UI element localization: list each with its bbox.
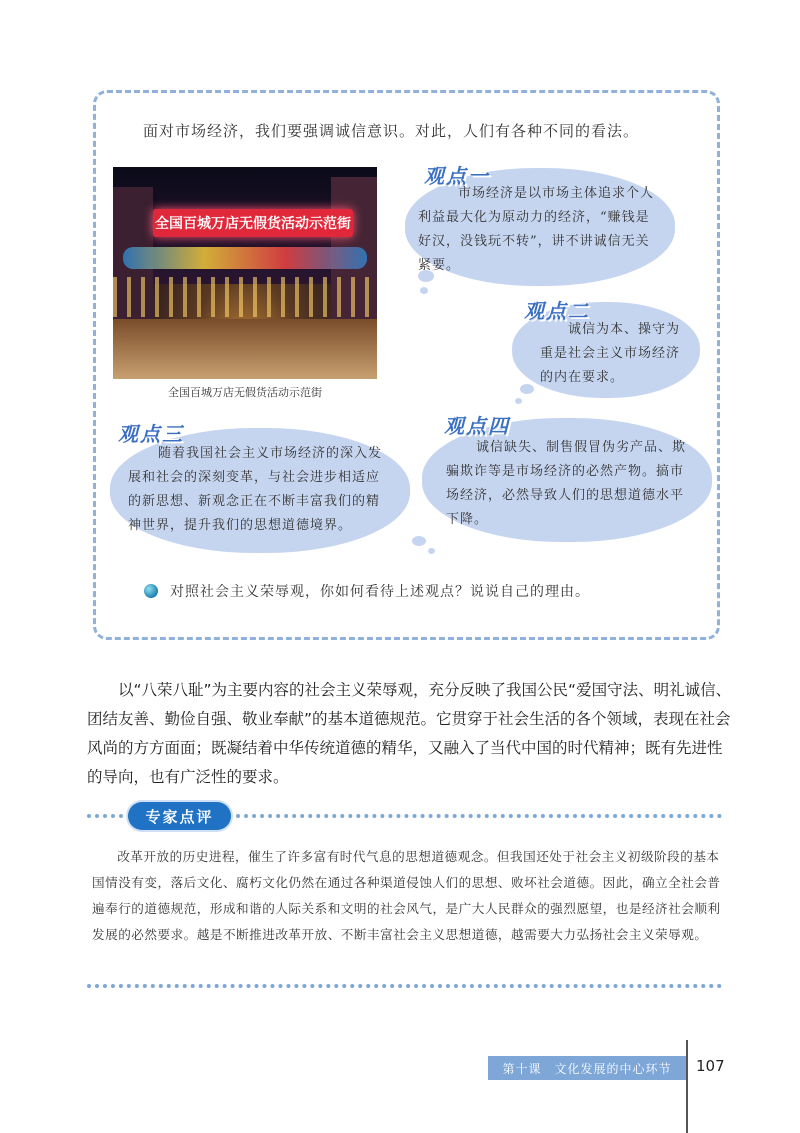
expert-comment-text: 改革开放的历史进程，催生了许多富有时代气息的思想道德观念。但我国还处于社会主义初级阶段的基本国情没有变，落后文化、腐朽文化仍然在通过各种渠道侵蚀人们的思想、败坏社会道德。因此，确立全社会普遍奉行的道德规范，形成和谐的人际关系和文明的社会风气，是广大人民群众的强烈愿望，也是经济社会顺利发展的必然要求。越是不断推进改革开放、不断丰富社会主义思想道德，越需要大力弘扬社会主义荣辱观。 [92,849,721,942]
photo-banner: 全国百城万店无假货活动示范街 [153,209,353,237]
chapter-title: 第十课 文化发展的中心环节 [488,1056,686,1080]
activity-intro: 面对市场经济，我们要强调诚信意识。对此，人们有各种不同的看法。 [143,122,640,140]
viewpoint-1-text: 市场经济是以市场主体追求个人利益最大化为原动力的经济，“赚钱是好汉，没钱玩不转”，讲不讲诚信无关紧要。 [418,186,655,273]
page-number: 107 [696,1057,725,1075]
dotted-divider-top-left [87,814,123,818]
activity-question: 对照社会主义荣辱观，你如何看待上述观点？说说自己的理由。 [170,584,590,600]
viewpoint-2-title: 观点二 [524,299,590,323]
photo-caption: 全国百城万店无假货活动示范街 [168,386,322,399]
street-photo [113,167,377,379]
footer-divider [686,1040,688,1133]
viewpoint-3-text: 随着我国社会主义市场经济的深入发展和社会的深刻变革，与社会进步相适应的新思想、新观念正在不断丰富我们的精神世界，提升我们的思想道德境界。 [128,446,383,533]
dotted-divider-bottom [87,984,722,988]
dotted-divider-top-right [236,814,722,818]
viewpoint-4-title: 观点四 [444,414,510,438]
viewpoint-1-title: 观点一 [424,164,490,188]
globe-icon [144,584,158,598]
viewpoint-3-title: 观点三 [118,422,184,446]
body-paragraph: 以“八荣八耻”为主要内容的社会主义荣辱观，充分反映了我国公民“爱国守法、明礼诚信、团结友善、勤俭自强、敬业奉献”的基本道德规范。它贯穿于社会生活的各个领域，表现在社会风尚的方方面面；既凝结着中华传统道德的精华，又融入了当代中国的时代精神；既有先进性的导向，也有广泛性的要求。 [87,681,732,786]
expert-comment-tab: 专家点评 [128,802,231,830]
viewpoint-4-text: 诚信缺失、制售假冒伪劣产品、欺骗欺诈等是市场经济的必然产物。搞市场经济，必然导致人们的思想道德水平下降。 [446,440,687,527]
viewpoint-2-text: 诚信为本、操守为重是社会主义市场经济的内在要求。 [540,322,681,385]
